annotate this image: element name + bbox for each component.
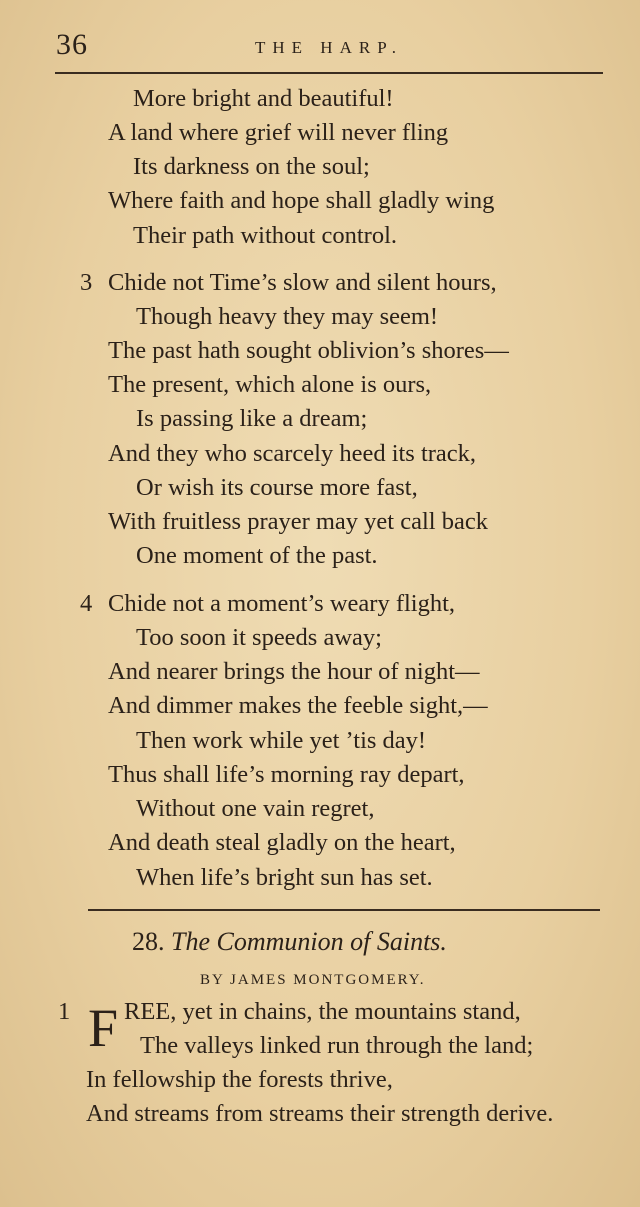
verse-line: When life’s bright sun has set. <box>136 864 433 891</box>
verse-line: The present, which alone is ours, <box>108 371 432 398</box>
verse-line: And streams from streams their strength derive. <box>86 1100 554 1127</box>
verse-line: One moment of the past. <box>136 542 378 569</box>
verse-line: A land where grief will never fling <box>108 119 449 146</box>
drop-cap: F <box>88 998 119 1058</box>
verse-line: REE, yet in chains, the mountains stand, <box>124 998 521 1025</box>
verse-line: More bright and beautiful! <box>133 85 394 112</box>
verse-line: Thus shall life’s morning ray depart, <box>108 761 465 788</box>
verse-line: The past hath sought oblivion’s shores— <box>108 337 509 364</box>
section-rule <box>88 909 600 911</box>
verse-line: Or wish its course more fast, <box>136 474 418 501</box>
running-head: THE HARP. <box>255 38 404 57</box>
verse-line: And nearer brings the hour of night— <box>108 658 480 685</box>
hymn-number: 28. <box>132 927 165 956</box>
verse-line: Then work while yet ’tis day! <box>136 727 427 754</box>
verse-line: Chide not a moment’s weary flight, <box>108 590 456 617</box>
verse-line: And they who scarcely heed its track, <box>108 440 477 467</box>
verse-line: And death steal gladly on the heart, <box>108 829 456 856</box>
header-rule <box>55 72 603 74</box>
hymn-author: BY JAMES MONTGOMERY. <box>200 972 426 988</box>
verse-line: Their path without control. <box>133 222 397 249</box>
verse-line: Too soon it speeds away; <box>136 624 382 651</box>
hymn-name: The Communion of Saints. <box>171 927 447 956</box>
verse-line: Though heavy they may seem! <box>136 303 439 330</box>
stanza-number: 1 <box>58 998 71 1025</box>
verse-line: Its darkness on the soul; <box>133 153 370 180</box>
verse-line: Without one vain regret, <box>136 795 375 822</box>
hymn-title <box>132 927 447 957</box>
verse-line: Where faith and hope shall gladly wing <box>108 187 495 214</box>
verse-line: In fellowship the forests thrive, <box>86 1066 393 1093</box>
page-number: 36 <box>56 28 88 61</box>
verse-line: With fruitless prayer may yet call back <box>108 508 488 535</box>
verse-line: The valleys linked run through the land; <box>140 1032 534 1059</box>
stanza-number: 4 <box>80 590 93 617</box>
stanza-number: 3 <box>80 269 93 296</box>
verse-line: And dimmer makes the feeble sight,— <box>108 692 488 719</box>
verse-line: Is passing like a dream; <box>136 405 368 432</box>
verse-line: Chide not Time’s slow and silent hours, <box>108 269 497 296</box>
